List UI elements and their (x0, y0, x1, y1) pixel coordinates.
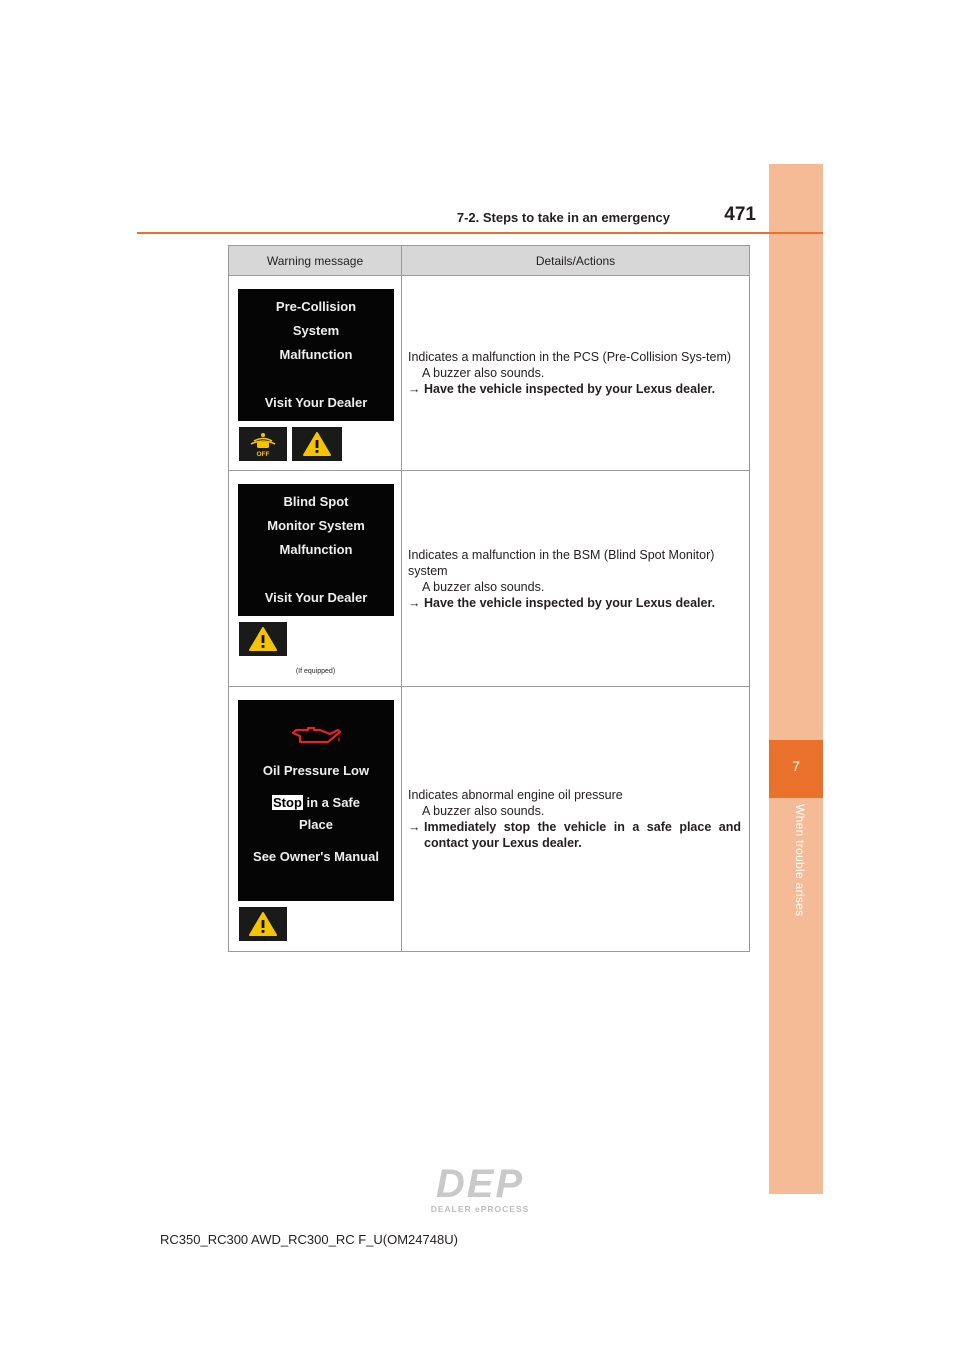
table-header-row (229, 246, 750, 276)
action-text: Have the vehicle inspected by your Lexus dealer. (424, 595, 716, 610)
oil-can-icon (290, 724, 342, 746)
warning-message-cell (229, 687, 402, 952)
chapter-number: 7 (792, 758, 800, 774)
warning-triangle-icon (239, 907, 287, 941)
arrow-icon: → (408, 820, 421, 834)
buzzer-note: A buzzer also sounds. (422, 579, 545, 594)
action-line (408, 819, 741, 851)
buzzer-note: A buzzer also sounds. (422, 804, 545, 818)
screen-line: Malfunction (279, 347, 353, 362)
logo-mark: DEP (435, 1163, 525, 1206)
warning-message-cell (229, 471, 402, 687)
header-divider (137, 232, 823, 234)
warning-message-table (228, 245, 750, 952)
buzzer-note: A buzzer also sounds. (422, 366, 545, 380)
if-equipped-note: (If equipped) (295, 668, 336, 675)
table-row (229, 687, 750, 952)
screen-line (238, 792, 394, 814)
screen-line: See Owner's Manual (253, 849, 379, 864)
chapter-tab[interactable] (769, 740, 823, 798)
detail-text: Indicates a malfunction in the PCS (Pre-Collision Sys-tem) (408, 350, 732, 364)
action-text: Have the vehicle inspected by your Lexus dealer. (424, 382, 716, 396)
arrow-icon: → (408, 595, 421, 610)
details-cell (402, 276, 750, 471)
svg-text:OFF: OFF (256, 451, 270, 458)
screen-line: Place (299, 817, 333, 832)
footer-model-code: RC350_RC300 AWD_RC300_RC F_U(OM24748U) (160, 1232, 458, 1247)
screen-line: Oil Pressure Low (262, 763, 370, 778)
warning-message-cell (229, 276, 402, 471)
warning-triangle-icon (292, 427, 342, 461)
screen-line: Malfunction (279, 542, 353, 557)
screen-line: Monitor System (267, 518, 365, 533)
screen-line-rest: in a Safe (306, 795, 360, 810)
chapter-sidebar (769, 164, 823, 1194)
details-cell (402, 471, 750, 687)
screen-line: Visit Your Dealer (264, 590, 368, 605)
screen-line (238, 367, 394, 391)
screen-line: Visit Your Dealer (264, 395, 368, 410)
stop-highlight: Stop (273, 795, 302, 810)
chapter-label: When trouble arises (793, 804, 807, 917)
action-line (408, 381, 741, 397)
pcs-off-icon (239, 427, 287, 461)
display-screen-pcs (238, 289, 394, 421)
action-line (408, 595, 741, 611)
screen-line: Pre-Collision (275, 299, 357, 314)
display-screen-bsm (238, 484, 394, 616)
detail-text: Indicates a malfunction in the BSM (Blind Spot Monitor) system (408, 547, 715, 578)
arrow-icon: → (408, 382, 421, 396)
logo-subtext: DEALER ePROCESS (430, 1204, 530, 1214)
screen-line (238, 562, 394, 586)
details-cell (402, 687, 750, 952)
screen-line: System (292, 323, 340, 338)
section-title: 7-2. Steps to take in an emergency (456, 210, 670, 225)
table-row (229, 471, 750, 687)
warning-triangle-icon (239, 622, 287, 656)
action-text: Immediately stop the vehicle in a safe place and contact your Lexus dealer. (424, 820, 741, 850)
screen-line: Blind Spot (283, 494, 349, 509)
dealer-eprocess-logo (415, 1163, 545, 1220)
column-header-details-actions: Details/Actions (402, 246, 750, 276)
display-screen-oil (238, 700, 394, 901)
table-row (229, 276, 750, 471)
detail-text: Indicates abnormal engine oil pressure (408, 788, 623, 802)
page-number: 471 (724, 204, 756, 225)
column-header-warning-message: Warning message (229, 246, 402, 276)
